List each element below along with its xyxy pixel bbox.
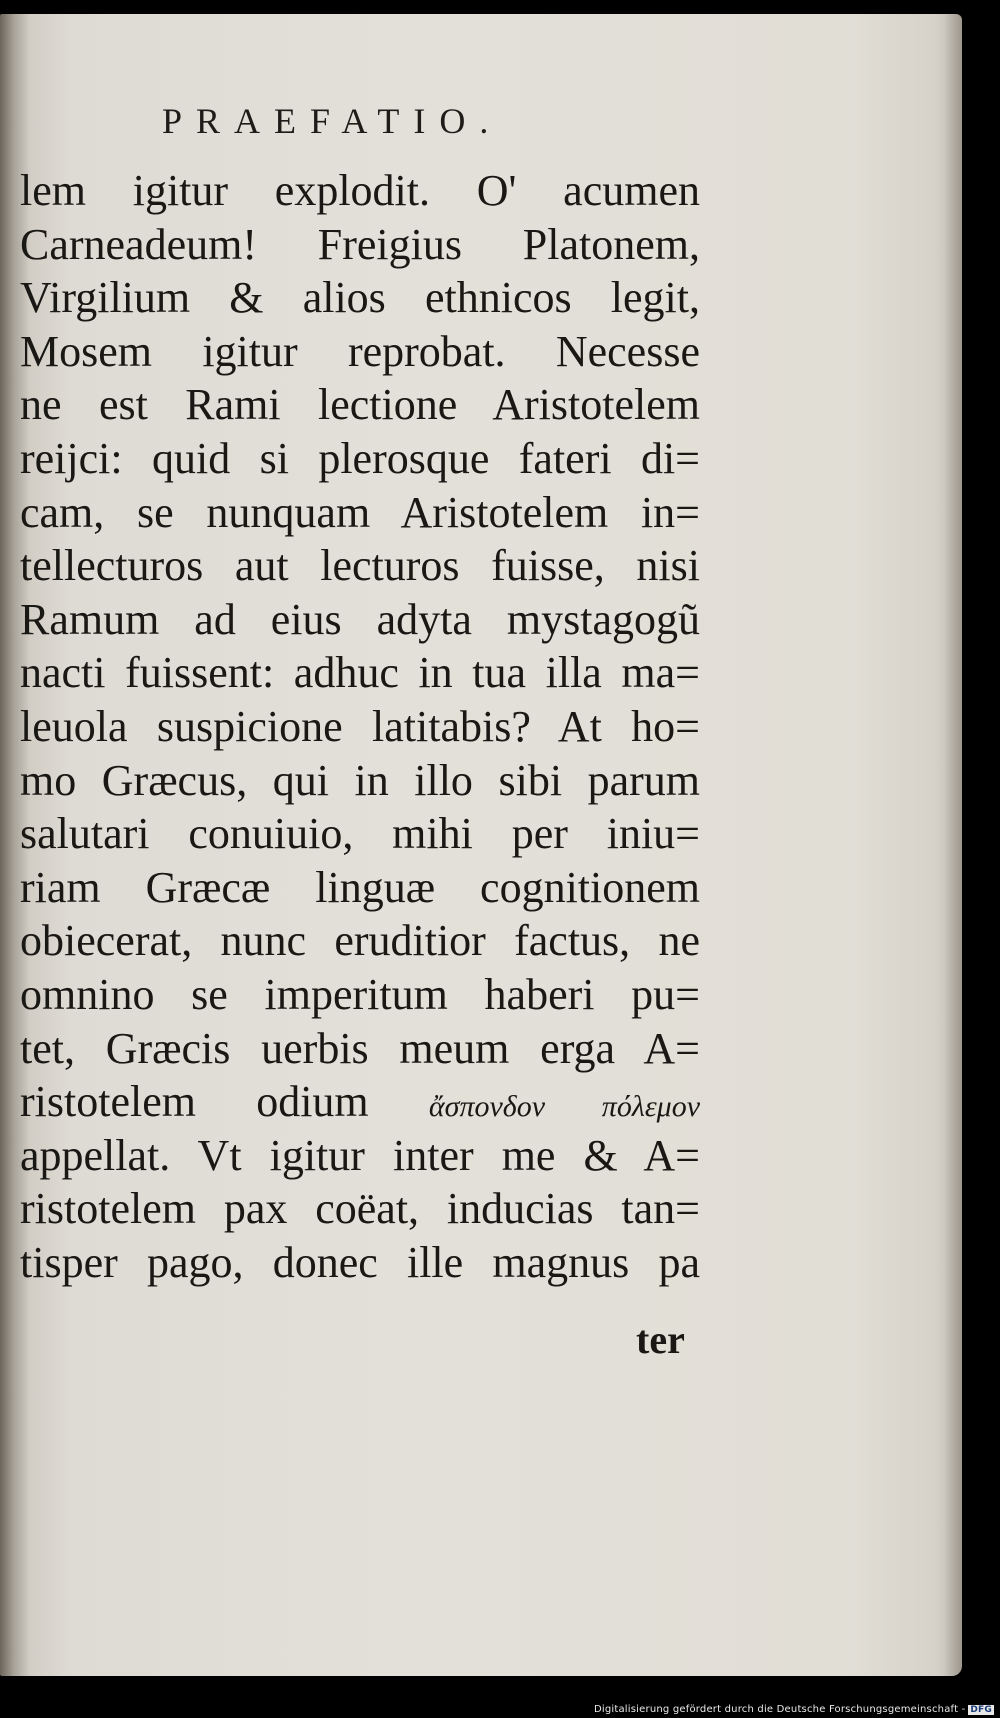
text-line: appellat. Vt igitur inter me & A= bbox=[20, 1130, 700, 1180]
text-line: reijci: quid si plerosque fateri di= bbox=[20, 433, 700, 483]
credit-text: Digitalisierung gefördert durch die Deutsche Forschungsgemeinschaft - bbox=[593, 1704, 966, 1715]
book-page bbox=[0, 14, 962, 1676]
text-line: salutari conuiuio, mihi per iniu= bbox=[20, 809, 700, 859]
text-line: omnino se imperitum haberi pu= bbox=[20, 969, 700, 1019]
text-line: Mosem igitur reprobat. Necesse bbox=[20, 326, 700, 376]
text-line: leuola suspicione latitabis? At ho= bbox=[20, 701, 700, 751]
text-line: ne est Rami lectione Aristotelem bbox=[20, 380, 700, 430]
running-header: PRAEFATIO. bbox=[162, 101, 503, 141]
text-line: Ramum ad eius adyta mystagogũ bbox=[20, 594, 700, 644]
text-line: Virgilium & alios ethnicos legit, bbox=[20, 273, 700, 323]
body-text bbox=[20, 164, 700, 1289]
text-line: nacti fuissent: adhuc in tua illa ma= bbox=[20, 648, 700, 698]
text-line: Carneadeum! Freigius Platonem, bbox=[20, 219, 700, 269]
dfg-logo-icon: DFG bbox=[970, 1705, 992, 1715]
catchword: ter bbox=[636, 1317, 685, 1362]
text-line: tet, Græcis uerbis meum erga A= bbox=[20, 1023, 700, 1073]
text-line: obiecerat, nunc eruditior factus, ne bbox=[20, 916, 700, 966]
text-line: tellecturos aut lecturos fuisse, nisi bbox=[20, 541, 700, 591]
text-line-with-greek bbox=[20, 1075, 700, 1129]
digitization-credit bbox=[594, 1704, 994, 1715]
text-line: cam, se nunquam Aristotelem in= bbox=[20, 487, 700, 537]
greek-phrase: ἄσπονδον πόλεμον bbox=[428, 1090, 700, 1124]
text-line: tisper pago, donec ille magnus pa bbox=[20, 1237, 700, 1287]
text-line: mo Græcus, qui in illo sibi parum bbox=[20, 755, 700, 805]
text-line: lem igitur explodit. O' acumen bbox=[20, 166, 700, 215]
text-segment: ristotelem odium bbox=[20, 1077, 369, 1127]
text-line: riam Græcæ linguæ cognitionem bbox=[20, 862, 700, 912]
text-line: ristotelem pax coëat, inducias tan= bbox=[20, 1184, 700, 1234]
